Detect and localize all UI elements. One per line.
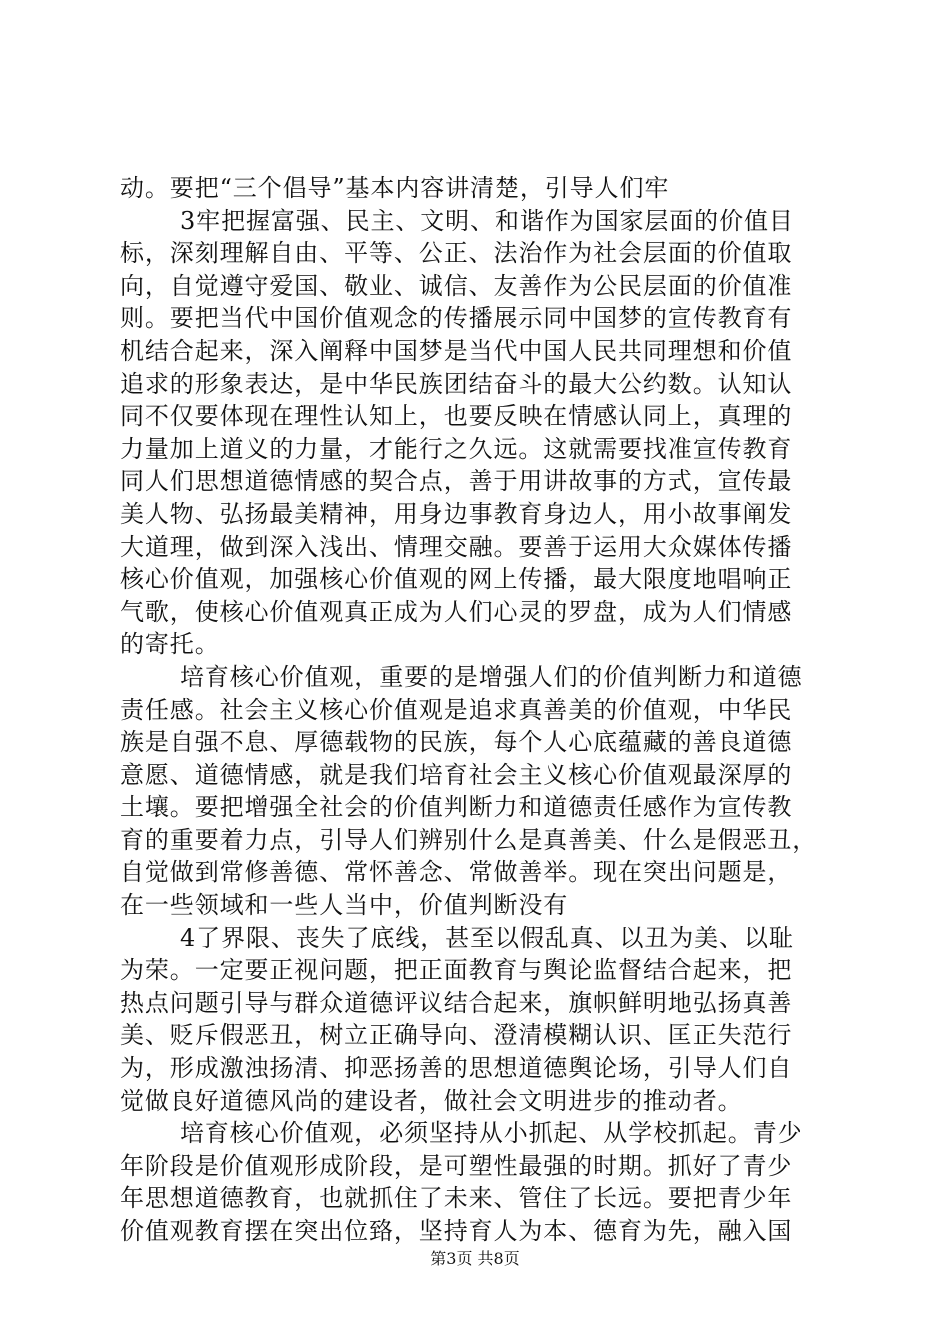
- text-line: 4了界限、丧失了底线，甚至以假乱真、以丑为美、以耻: [180, 923, 794, 952]
- text-line: 动。要把“三个倡导”基本内容讲清楚，引导人们牢: [120, 174, 670, 202]
- text-line: 力量加上道义的力量，才能行之久远。这就需要找准宣传教育: [120, 434, 793, 463]
- text-line: 3牢把握富强、民主、文明、和谐作为国家层面的价值目: [180, 206, 794, 235]
- text-line: 机结合起来，深入阐释中国梦是当代中国人民共同理想和价值: [120, 336, 793, 365]
- text-line: 追求的形象表达，是中华民族团结奋斗的最大公约数。认知认: [120, 369, 793, 398]
- text-line: 同不仅要体现在理性认知上，也要反映在情感认同上，真理的: [120, 402, 793, 431]
- text-line: 土壤。要把增强全社会的价值判断力和道德责任感作为宣传教: [120, 793, 793, 822]
- text-line: 价值观教育摆在突出位臵，坚持育人为本、德育为先，融入国: [120, 1217, 793, 1245]
- page-number-footer: 第3页 共8页: [430, 1249, 520, 1268]
- text-line: 热点问题引导与群众道德评议结合起来，旗帜鲜明地弘扬真善: [120, 988, 793, 1017]
- text-line: 气歌，使核心价值观真正成为人们心灵的罗盘，成为人们情感: [120, 597, 793, 626]
- text-line: 为，形成激浊扬清、抑恶扬善的思想道德舆论场，引导人们自: [120, 1054, 793, 1083]
- text-line: 意愿、道德情感，就是我们培育社会主义核心价值观最深厚的: [120, 760, 793, 789]
- text-line: 在一些领域和一些人当中，价值判断没有: [120, 891, 569, 920]
- text-line: 则。要把当代中国价值观念的传播展示同中国梦的宣传教育有: [120, 304, 793, 333]
- text-line: 美人物、弘扬最美精神，用身边事教育身边人，用小故事阐发: [120, 499, 793, 528]
- text-line: 觉做良好道德风尚的建设者，做社会文明进步的推动者。: [120, 1086, 743, 1115]
- text-line: 美、贬斥假恶丑，树立正确导向、澄清模糊认识、匡正失范行: [120, 1021, 793, 1050]
- text-line: 培育核心价值观，必须坚持从小抓起、从学校抓起。青少: [180, 1119, 803, 1148]
- text-line: 标，深刻理解自由、平等、公正、法治作为社会层面的价值取: [120, 239, 793, 268]
- text-line: 同人们思想道德情感的契合点，善于用讲故事的方式，宣传最: [120, 467, 793, 496]
- text-line: 大道理，做到深入浅出、情理交融。要善于运用大众媒体传播: [120, 532, 793, 561]
- text-line: 族是自强不息、厚德载物的民族，每个人心底蕴藏的善良道德: [120, 728, 793, 757]
- text-line: 年阶段是价值观形成阶段，是可塑性最强的时期。抓好了青少: [120, 1151, 793, 1180]
- text-line: 培育核心价值观，重要的是增强人们的价值判断力和道德: [180, 662, 803, 691]
- body-text: [120, 172, 832, 1248]
- text-line: 责任感。社会主义核心价值观是追求真善美的价值观，中华民: [120, 695, 793, 724]
- text-line: 为荣。一定要正视问题，把正面教育与舆论监督结合起来，把: [120, 956, 793, 985]
- text-line: 核心价值观，加强核心价值观的网上传播，最大限度地唱响正: [120, 565, 793, 594]
- text-line: 育的重要着力点，引导人们辨别什么是真善美、什么是假恶丑，: [120, 825, 818, 854]
- text-line: 年思想道德教育，也就抓住了未来、管住了长远。要把青少年: [120, 1184, 793, 1213]
- text-line: 的寄托。: [120, 630, 220, 659]
- text-line: 向，自觉遵守爱国、敬业、诚信、友善作为公民层面的价值准: [120, 271, 793, 300]
- text-line: 自觉做到常修善德、常怀善念、常做善举。现在突出问题是，: [120, 858, 793, 887]
